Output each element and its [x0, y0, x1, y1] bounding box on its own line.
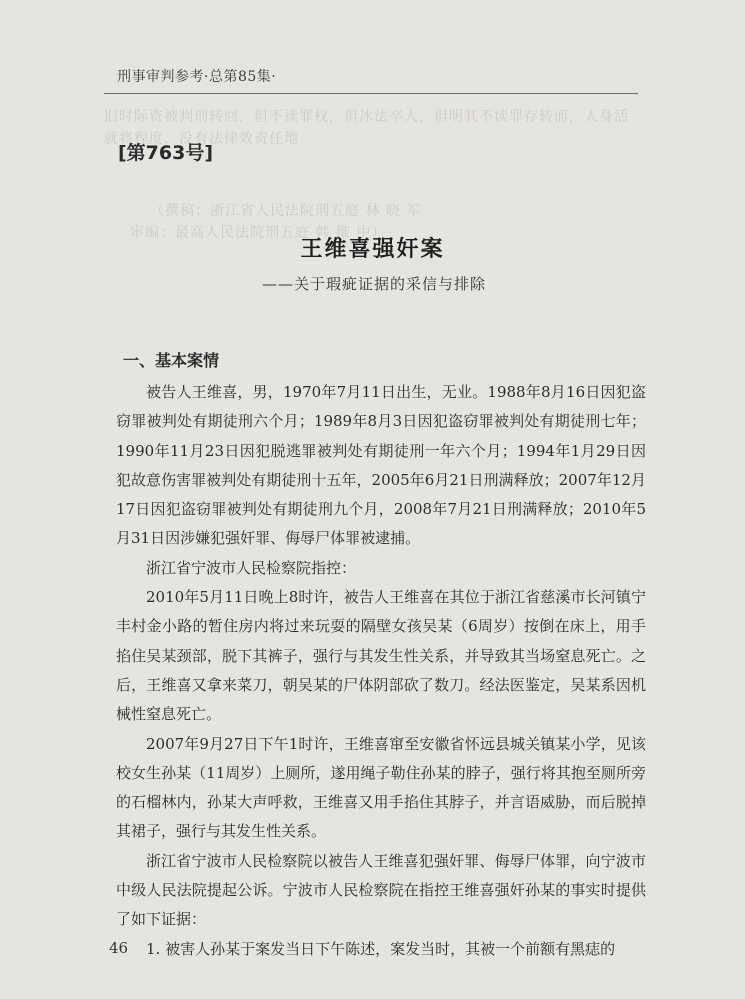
- bleed-through-text: 就将程度，没有法律效责任地: [104, 131, 299, 147]
- body-text: [116, 378, 646, 964]
- bleed-through-text: （撰稿：浙江省人民法院刑五庭 林 晓 军: [150, 203, 422, 219]
- header-rule: [104, 93, 638, 94]
- page-number: 46: [109, 939, 129, 957]
- section-heading: 一、基本案情: [123, 351, 220, 370]
- paragraph: 被告人王维喜，男，1970年7月11日出生，无业。1988年8月16日因犯盗窃罪被判处有期徒刑六个月；1989年8月3日因犯盗窃罪被判处有期徒刑七年；1990年11月23日因犯脱逃罪被判处有期徒刑一年六个月；1994年1月29日因犯故意伤害罪被判处有期徒刑十五年，2005年6月21日刑满释放；2007年12月17日因犯盗窃罪被判处有期徒刑九个月，2008年7月21日刑满释放；2010年5月31日因涉嫌犯强奸罪、侮辱尸体罪被逮捕。: [116, 383, 646, 548]
- case-number: [第763号]: [118, 142, 214, 164]
- paragraph: 浙江省宁波市人民检察院指控：: [146, 558, 357, 577]
- bleed-through-text: 审编：最高人民法院刑五庭 韩 维 中）: [130, 225, 387, 241]
- paragraph: 2010年5月11日晚上8时许，被告人王维喜在其位于浙江省慈溪市长河镇宁丰村金小路的暂住房内将过来玩耍的隔壁女孩吴某（6周岁）按倒在床上，用手掐住吴某颈部，脱下其裤子，强行与其发生性关系，并导致其当场窒息死亡。之后，王维喜又拿来菜刀，朝吴某的尸体阴部砍了数刀。经法医鉴定，吴某系因机械性窒息死亡。: [116, 588, 646, 724]
- case-subtitle: ——关于瑕疵证据的采信与排除: [262, 275, 487, 293]
- running-head: 刑事审判参考·总第85集·: [117, 69, 277, 85]
- case-title: 王维喜强奸案: [300, 237, 445, 262]
- bleed-through-text: 旧时际资被判刑转回，但不读罪权，但冰法卒人，但明其不读罪存转而，人身活: [104, 109, 629, 125]
- paragraph: 2007年9月27日下午1时许，王维喜窜至安徽省怀远县城关镇某小学，见该校女生孙某（11周岁）上厕所，遂用绳子勒住孙某的脖子，强行将其抱至厕所旁的石榴林内，孙某大声呼救，王维喜又用手掐住其脖子，并言语威胁，而后脱掉其裙子，强行与其发生性关系。: [116, 734, 646, 841]
- paragraph: 浙江省宁波市人民检察院以被告人王维喜犯强奸罪、侮辱尸体罪，向宁波市中级人民法院提起公诉。宁波市人民检察院在指控王维喜强奸孙某的事实时提供了如下证据：: [116, 851, 646, 929]
- paragraph: 1. 被害人孙某于案发当日下午陈述，案发当时，其被一个前额有黑痣的: [146, 939, 616, 958]
